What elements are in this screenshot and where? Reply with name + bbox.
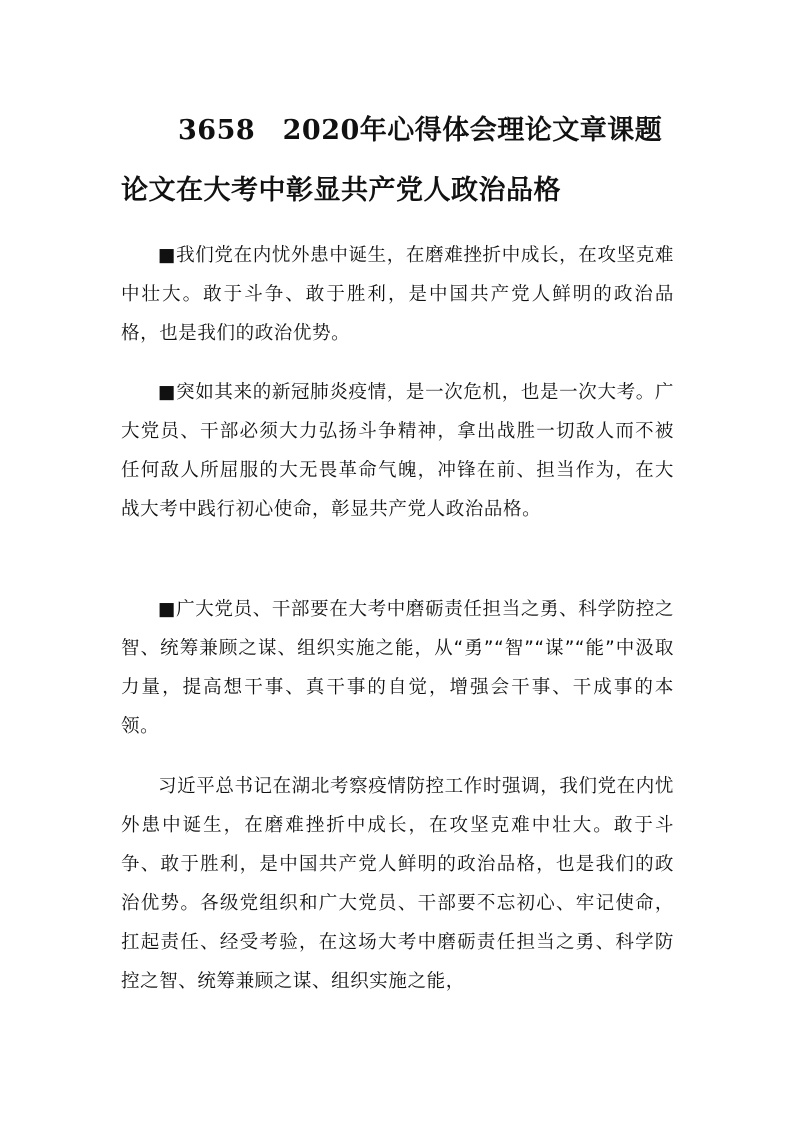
paragraph-1: ■我们党在内忧外患中诞生，在磨难挫折中成长，在攻坚克难中壮大。敢于斗争、敢于胜利，是中国共产党人鲜明的政治品格，也是我们的政治优势。 (121, 245, 674, 344)
document-title-line-1: 3658 2020年心得体会理论文章课题 (178, 115, 663, 146)
paragraph-2: ■突如其来的新冠肺炎疫情，是一次危机，也是一次大考。广大党员、干部必须大力弘扬斗争精神，拿出战胜一切敌人而不被任何敌人所屈服的大无畏革命气魄，冲锋在前、担当作为，在大战大考中践行初心使命，彰显共产党人政治品格。 (121, 382, 674, 520)
paragraph-4: 习近平总书记在湖北考察疫情防控工作时强调，我们党在内忧外患中诞生，在磨难挫折中成长，在攻坚克难中壮大。敢于斗争、敢于胜利，是中国共产党人鲜明的政治品格，也是我们的政治优势。各级党组织和广大党员、干部要不忘初心、牢记使命，扛起责任、经受考验，在这场大考中磨砺责任担当之勇、科学防控之智、统筹兼顾之谋、组织实施之能， (121, 776, 674, 992)
paragraph-3: ■广大党员、干部要在大考中磨砺责任担当之勇、科学防控之智、统筹兼顾之谋、组织实施之能，从“勇”“智”“谋”“能”中汲取力量，提高想干事、真干事的自觉，增强会干事、干成事的本领。 (121, 599, 674, 737)
document-title-line-2: 论文在大考中彰显共产党人政治品格 (121, 175, 561, 206)
